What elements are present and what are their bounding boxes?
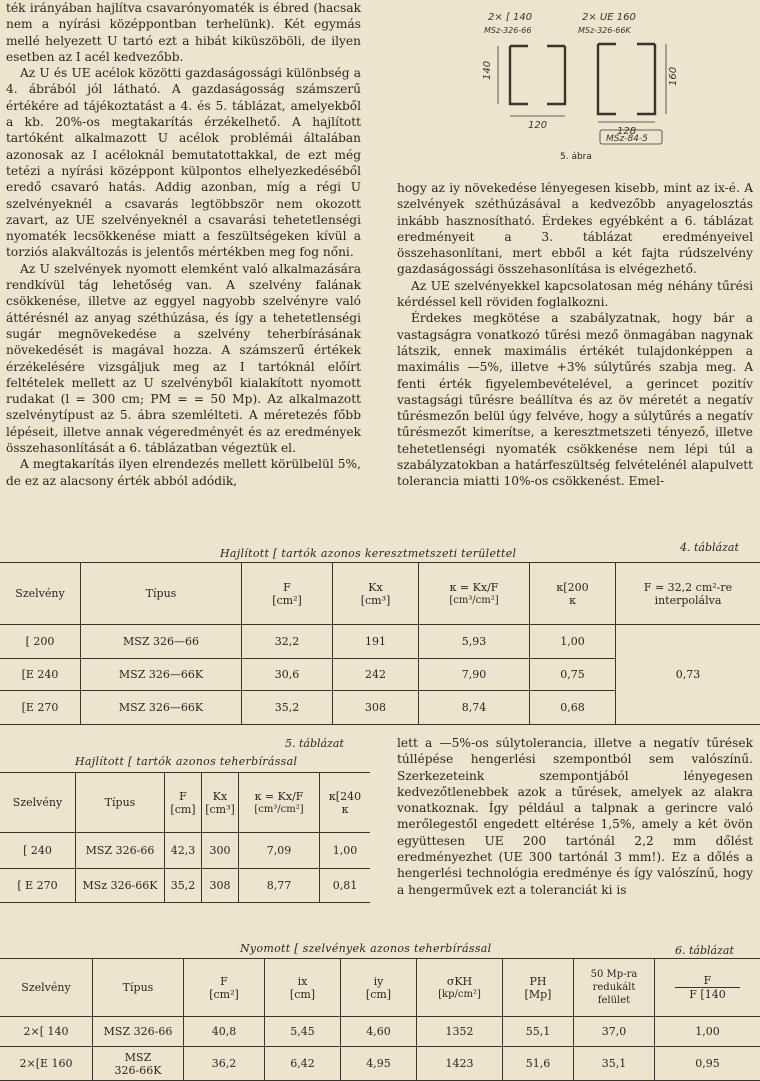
figure-5 [470, 6, 690, 176]
table-6-number: 6. táblázat [675, 944, 734, 957]
paragraph: hogy az iy növekedése lényegesen kisebb, mint az ix-é. A szelvények széthúzásával a kedvezőbb anyagelosztás inkább hasznosítható. Érdekes egyébként a 6. táblázat eredményeit a 3. táblázat eredményeivel összehasonlítani, mert ebből a két fajta rúdszelvény gazdaságossági összehasonlítása is elvégezhető. [397, 181, 753, 277]
table-5: Szelvény Típus F [cm] Kx [cm³] κ = Kx/F [cm³/cm²] κ[240 κ [ 240 MSZ 326-66 42,3 300 7,09 1,00 [ E 270 MSz 326-66K 35,2 308 8,77 0,81 [0, 772, 370, 903]
svg-text:140: 140 [482, 60, 493, 80]
table-4-title: Hajlított [ tartók azonos keresztmetszeti területtel [220, 547, 517, 560]
paragraph: A megtakarítás ilyen elrendezés mellett körülbelül 5%, de ez az alacsony érték abból adódik, [6, 457, 361, 488]
table-5-title: Hajlított [ tartók azonos teherbírással [75, 755, 298, 768]
svg-text:160: 160 [668, 66, 679, 86]
svg-text:120: 120 [528, 120, 548, 131]
left-text-column [6, 0, 361, 489]
left-label-2: MSz-326-66 [484, 26, 532, 35]
table-row: [E 240 MSZ 326—66K 30,6 242 7,90 0,75 [0, 659, 760, 691]
table-row: [ 200 MSZ 326—66 32,2 191 5,93 1,00 0,73 [0, 625, 760, 659]
table-6-title: Nyomott [ szelvények azonos teherbírással [240, 942, 492, 955]
middle-right-text [397, 735, 753, 898]
paragraph: Érdekes megkötése a szabályzatnak, hogy bár a vastagságra vonatkozó tűrési mező önmagában nagynak látszik, ennek maximális értékét tulajdonképpen a maximális —5%, illetve +3% súlytűrés szabja meg. A fenti érték figyelembevételével, a gerincet pozitív vastagsági tűrésre beállítva és az öv méretét a negatív tűrésmezőn belül úgy felvéve, hogy a súlytűrés a negatív tűrésmezőt kimerítse, a keresztmetszeti tényező, illetve tehetetlenségi nyomaték csökkenése nem lépi túl a szabályzatokban a határfeszültség felvételénél alapulvett tolerancia miatti 10%-os csökkenést. Emel- [397, 311, 753, 489]
table-row: [E 270 MSZ 326—66K 35,2 308 8,74 0,68 [0, 691, 760, 725]
table-4: Szelvény Típus F [cm²] Kx [cm³] κ = Kx/F [cm³/cm²] κ[200 κ F = 32,2 cm²-re interpolálva [ 200 MSZ 326—66 32,2 191 5,93 1,00 0,73 [E 240 MSZ 326—66K 30,6 242 7,90 0,75 [E 270 MSZ 326—66K 35,2 308 8,74 0,68 [0, 562, 760, 725]
paragraph: lett a —5%-os súlytolerancia, illetve a negatív tűrések túllépése hengerlési szempontból sem valószínű. Szerkezeteink szempontjából lényegesen kedvezőtlenebbek azok a tűrések, amelyek az alakra vonatkoznak. Így például a talpnak a gerincre való merőlegestől engedett eltérése 1,5%, amely a két övön együttesen UE 200 tartónál 2,2 mm dőlést eredményezhet (UE 300 tartónál 3 mm!). Ez a dőlés a hengerlési technológia eredménye és így valószínű, hogy a hengerművek ezt a toleranciát ki is [397, 736, 753, 897]
table-row: 2×[ 140 MSZ 326-66 40,8 5,45 4,60 1352 55,1 37,0 1,00 [0, 1017, 760, 1047]
cross-section-drawing [470, 6, 690, 156]
standard-stamp: MSz-84-5 [606, 134, 648, 144]
svg-text:128: 128 [617, 126, 637, 137]
figure-caption: 5. ábra [560, 152, 592, 162]
right-label-1: 2× UE 160 [582, 12, 636, 23]
table-4-number: 4. táblázat [680, 541, 739, 554]
table-row: [ 240 MSZ 326-66 42,3 300 7,09 1,00 [0, 833, 370, 869]
right-text-column [397, 180, 753, 490]
table-6: Szelvény Típus F [cm²] ix [cm] iy [cm] σKH [kp/cm²] PH [Mp] 50 Mp-ra redukált felület F F [140 2×[ 140 MSZ 326-66 40,8 5,45 4,60 1352 55,1 37,0 1,00 2×[E 160 MSZ 326-66K 36,2 6,42 4,95 1423 51,6 35,1 0,95 [0, 958, 760, 1081]
paragraph: Az U és UE acélok közötti gazdaságossági különbség a 4. ábrából jól látható. A gazdaságosság számszerű értékére ad tájékoztatást a 4. és 5. táblázat, amelyekből a kb. 20%-os megtakarítás érzékelhető. A hajlított tartóként alkalmazott U acélok problémái általában azonosak az I acéloknál bemutatottakkal, de ezt még tetézi a nyírási középpont külpontos elhelyezkedéséből eredő csavaró hatás. Addig azonban, míg a régi U szelvényeknél a csavarás legtöbbször nem okozott zavart, az UE szelvényeknél a csavarási tehetetlenségi nyomaték lecsökkenése miatt a feszültségeken kívül a torziós alakváltozás is jelentős mértékben meg fog nőni. [6, 66, 361, 260]
right-label-2: MSz-326-66K [578, 26, 631, 35]
table-row: 2×[E 160 MSZ 326-66K 36,2 6,42 4,95 1423 51,6 35,1 0,95 [0, 1047, 760, 1081]
table-row: [ E 270 MSz 326-66K 35,2 308 8,77 0,81 [0, 869, 370, 903]
channel-left-a [510, 46, 528, 104]
table-5-number: 5. táblázat [285, 737, 344, 750]
left-label-1: 2× [ 140 [488, 12, 533, 23]
paragraph: Az UE szelvényekkel kapcsolatosan még néhány tűrési kérdéssel kell röviden foglalkozni. [397, 278, 753, 310]
paragraph: Az U szelvények nyomott elemként való alkalmazására rendkívül tág lehetőség van. A szelvény falának csökkenése, illetve az eggyel nagyobb szelvényre való áttérésnél az anyag széthúzása, és így a tehetetlenségi sugár megnövekedése a szelvény teherbírásának növekedését is magával hozza. A számszerű értékek érzékelésére vizsgáljuk meg az I tartóknál előírt feltételek mellett az U szelvényből kialakított nyomott rudakat (l = 300 cm; PM = = 50 Mp). Az alkalmazott szelvénytípust az 5. ábra szemlélteti. A méretezés főbb lépéseit, illetve annak végeredményét és az eredmények összehasonlítását a 6. táblázatban végeztük el. [6, 261, 361, 456]
paragraph: ték irányában hajlítva csavarónyomaték is ébred (hacsak nem a nyírási középpontban terhelünk). Két egymás mellé helyezett U tartó ezt a hibát kiküszöböli, de ilyen esetben az I acél kedvezőbb. [6, 1, 361, 64]
